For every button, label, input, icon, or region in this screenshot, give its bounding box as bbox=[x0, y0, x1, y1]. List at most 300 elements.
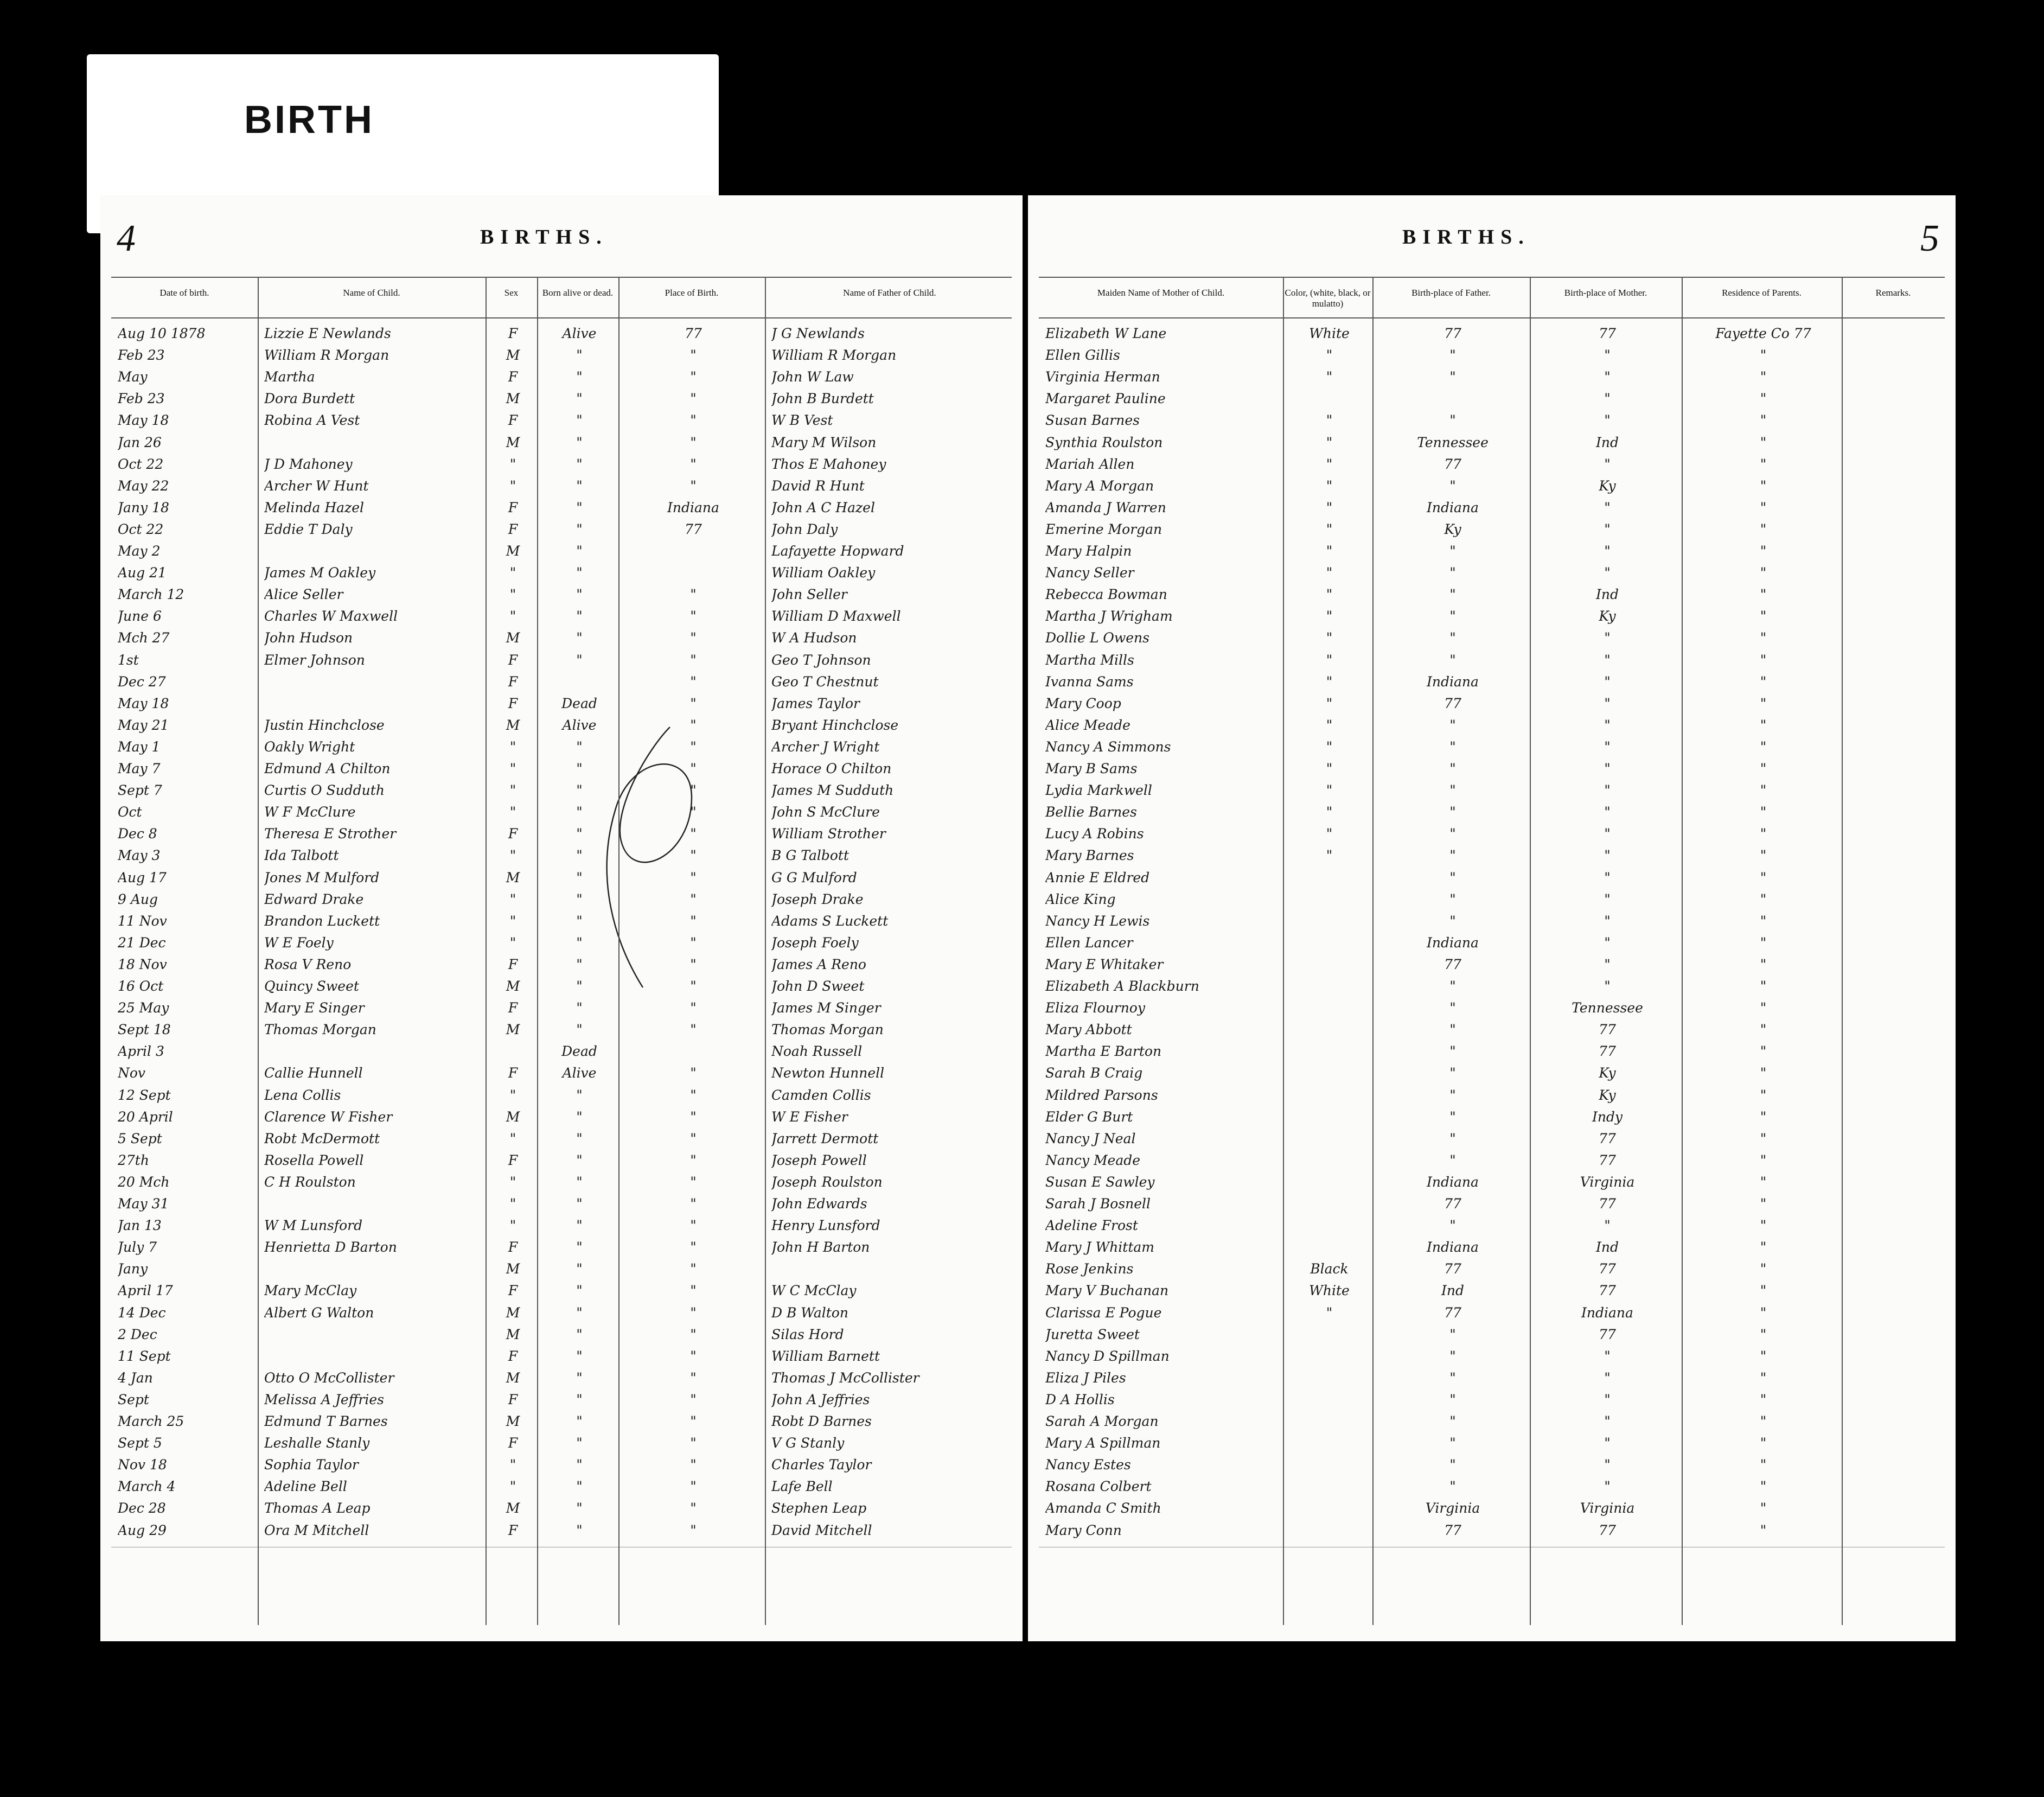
cell-mother-birthplace: 77 bbox=[1599, 1261, 1616, 1277]
cell-born-alive: " bbox=[576, 978, 583, 994]
cell-child-name: William R Morgan bbox=[264, 347, 389, 364]
cell-father-birthplace: " bbox=[1449, 1022, 1456, 1038]
cell-place-of-birth: " bbox=[690, 1413, 697, 1429]
cell-father-birthplace: " bbox=[1449, 1218, 1456, 1234]
cell-residence: " bbox=[1760, 565, 1767, 581]
cell-remarks bbox=[1848, 1302, 1941, 1324]
cell-color bbox=[1289, 1454, 1369, 1476]
ledger-row bbox=[100, 454, 1023, 475]
ledger-row bbox=[100, 1085, 1023, 1106]
cell-date-of-birth: Sept 18 bbox=[118, 1022, 171, 1038]
ledger-row bbox=[100, 432, 1023, 454]
cell-place-of-birth: " bbox=[690, 1261, 697, 1277]
cell-residence: " bbox=[1760, 1174, 1767, 1190]
cell-place-of-birth: " bbox=[690, 717, 697, 733]
cell-father-name: David R Hunt bbox=[771, 477, 865, 494]
cell-residence: " bbox=[1760, 1283, 1767, 1299]
cell-date-of-birth: Dec 28 bbox=[118, 1500, 166, 1516]
ledger-row bbox=[1028, 954, 1956, 976]
cell-date-of-birth: May 22 bbox=[118, 477, 169, 494]
cell-remarks bbox=[1848, 954, 1941, 976]
cell-mother-birthplace: " bbox=[1604, 1435, 1611, 1451]
cell-child-name: Henrietta D Barton bbox=[264, 1239, 397, 1256]
cell-born-alive: " bbox=[576, 1152, 583, 1168]
ledger-row bbox=[1028, 1454, 1956, 1476]
cell-mother-maiden-name: Adeline Frost bbox=[1045, 1218, 1138, 1234]
cell-color: " bbox=[1326, 587, 1333, 603]
ledger-row bbox=[1028, 1389, 1956, 1411]
cell-child-name: Edmund A Chilton bbox=[264, 761, 391, 776]
cell-child-name: Quincy Sweet bbox=[264, 978, 359, 994]
cell-child-name: Mary E Singer bbox=[264, 1000, 365, 1016]
ledger-row bbox=[1028, 410, 1956, 431]
cell-born-alive: " bbox=[576, 652, 583, 668]
cell-born-alive: " bbox=[576, 608, 583, 625]
ledger-row bbox=[100, 889, 1023, 910]
cell-father-birthplace: " bbox=[1449, 1043, 1456, 1060]
cell-date-of-birth: 4 Jan bbox=[118, 1369, 153, 1386]
cell-color bbox=[1289, 1215, 1369, 1237]
cell-residence: " bbox=[1760, 1413, 1767, 1429]
cell-place-of-birth: " bbox=[690, 1326, 697, 1342]
cell-mother-maiden-name: Dollie L Owens bbox=[1045, 630, 1149, 646]
cell-born-alive: " bbox=[576, 1326, 583, 1342]
cell-mother-maiden-name: Virginia Herman bbox=[1045, 369, 1160, 385]
cell-residence: " bbox=[1760, 434, 1767, 450]
cell-place-of-birth: " bbox=[690, 369, 697, 385]
cell-child-name: Eddie T Daly bbox=[264, 521, 353, 537]
cell-remarks bbox=[1848, 1085, 1941, 1106]
cell-remarks bbox=[1848, 1454, 1941, 1476]
cell-remarks bbox=[1848, 1411, 1941, 1432]
cell-father-name: Henry Lunsford bbox=[771, 1218, 880, 1234]
cell-father-name: Joseph Powell bbox=[771, 1152, 867, 1168]
cell-sex: F bbox=[508, 652, 518, 668]
cell-father-name: John Edwards bbox=[771, 1196, 867, 1212]
ledger-row bbox=[1028, 715, 1956, 736]
cell-child-name: Albert G Walton bbox=[264, 1304, 374, 1321]
cell-residence: " bbox=[1760, 761, 1767, 776]
cell-residence: " bbox=[1760, 956, 1767, 972]
cell-father-name: Geo T Chestnut bbox=[771, 673, 879, 690]
cell-remarks bbox=[1848, 649, 1941, 671]
cell-place-of-birth: " bbox=[690, 738, 697, 755]
cell-father-name: Bryant Hinchclose bbox=[771, 717, 899, 733]
cell-date-of-birth: May 1 bbox=[118, 738, 161, 755]
cell-remarks bbox=[1848, 454, 1941, 475]
cell-child-name: Mary McClay bbox=[264, 1283, 357, 1299]
ledger-row bbox=[100, 671, 1023, 693]
cell-child-name: Theresa E Strother bbox=[264, 826, 397, 842]
cell-residence: " bbox=[1760, 913, 1767, 929]
cell-date-of-birth: May 21 bbox=[118, 717, 169, 733]
ledger-row bbox=[1028, 606, 1956, 627]
cell-place-of-birth: " bbox=[690, 1435, 697, 1451]
cell-sex: F bbox=[508, 1065, 518, 1081]
cell-born-alive: Dead bbox=[561, 695, 597, 711]
cell-father-birthplace: " bbox=[1449, 1479, 1456, 1495]
cell-date-of-birth: May bbox=[118, 369, 148, 385]
cell-mother-birthplace: 77 bbox=[1599, 326, 1616, 341]
cell-father-birthplace: 77 bbox=[1444, 326, 1461, 341]
ledger-row bbox=[100, 1476, 1023, 1498]
cell-born-alive: " bbox=[576, 543, 583, 559]
cell-sex: F bbox=[508, 1283, 518, 1299]
cell-color: " bbox=[1326, 1304, 1333, 1321]
cell-remarks bbox=[1848, 867, 1941, 889]
cell-color bbox=[1289, 1171, 1369, 1193]
cell-place-of-birth: " bbox=[690, 1087, 697, 1103]
cell-child-name: Lena Collis bbox=[264, 1087, 341, 1103]
ledger-row bbox=[100, 1367, 1023, 1389]
cell-mother-birthplace: " bbox=[1604, 826, 1611, 842]
cell-father-birthplace: " bbox=[1449, 543, 1456, 559]
cell-sex: M bbox=[506, 1304, 520, 1321]
cell-color bbox=[1289, 1237, 1369, 1258]
header-rule bbox=[111, 317, 1012, 318]
cell-father-name: Horace O Chilton bbox=[771, 761, 892, 776]
cell-child-name: W F McClure bbox=[264, 804, 356, 820]
column-header: Residence of Parents. bbox=[1722, 288, 1802, 298]
cell-father-name: Joseph Drake bbox=[771, 891, 864, 907]
cell-date-of-birth: Oct bbox=[118, 804, 142, 820]
ledger-row bbox=[100, 475, 1023, 497]
cell-color bbox=[1289, 867, 1369, 889]
cell-father-name: Joseph Roulston bbox=[771, 1174, 883, 1190]
cell-mother-birthplace: " bbox=[1604, 673, 1611, 690]
cell-mother-maiden-name: Juretta Sweet bbox=[1045, 1326, 1140, 1342]
cell-date-of-birth: June 6 bbox=[118, 608, 162, 625]
cell-father-birthplace: " bbox=[1449, 1108, 1456, 1125]
cell-mother-birthplace: 77 bbox=[1599, 1130, 1616, 1146]
cell-remarks bbox=[1848, 910, 1941, 932]
cell-mother-maiden-name: Mary Conn bbox=[1045, 1522, 1122, 1538]
cell-child-name: Archer W Hunt bbox=[264, 477, 369, 494]
cell-mother-birthplace: " bbox=[1604, 782, 1611, 799]
cell-mother-maiden-name: Mary J Whittam bbox=[1045, 1239, 1154, 1256]
cell-sex: F bbox=[508, 369, 518, 385]
cell-remarks bbox=[1848, 519, 1941, 540]
cell-born-alive: " bbox=[576, 1522, 583, 1538]
cell-mother-maiden-name: Susan E Sawley bbox=[1045, 1174, 1155, 1190]
ledger-row bbox=[1028, 1302, 1956, 1324]
cell-mother-birthplace: " bbox=[1604, 1479, 1611, 1495]
cell-date-of-birth: 25 May bbox=[118, 1000, 169, 1016]
cell-mother-maiden-name: Sarah J Bosnell bbox=[1045, 1196, 1151, 1212]
cell-mother-birthplace: Ky bbox=[1599, 608, 1616, 625]
cell-father-birthplace: Ind bbox=[1441, 1283, 1464, 1299]
cell-sex: M bbox=[506, 717, 520, 733]
cell-sex: " bbox=[509, 477, 516, 494]
cell-date-of-birth: Jany bbox=[118, 1261, 148, 1277]
cell-place-of-birth: " bbox=[690, 1022, 697, 1038]
cell-place-of-birth: " bbox=[690, 826, 697, 842]
ledger-row bbox=[1028, 454, 1956, 475]
cell-sex: " bbox=[509, 913, 516, 929]
cell-father-birthplace: " bbox=[1449, 1152, 1456, 1168]
cell-sex: M bbox=[506, 543, 520, 559]
cell-date-of-birth: 2 Dec bbox=[118, 1326, 157, 1342]
cell-born-alive: " bbox=[576, 738, 583, 755]
cell-color: " bbox=[1326, 738, 1333, 755]
cell-remarks bbox=[1848, 715, 1941, 736]
cell-father-name: John W Law bbox=[771, 369, 854, 385]
cell-mother-birthplace: " bbox=[1604, 652, 1611, 668]
cell-place-of-birth: " bbox=[690, 956, 697, 972]
cell-sex: F bbox=[508, 326, 518, 341]
cell-child-name: Ida Talbott bbox=[264, 847, 339, 864]
cell-color bbox=[1289, 1432, 1369, 1454]
cell-residence: " bbox=[1760, 1479, 1767, 1495]
ledger-row bbox=[100, 1041, 1023, 1062]
cell-remarks bbox=[1848, 889, 1941, 910]
cell-born-alive: " bbox=[576, 1000, 583, 1016]
cell-place-of-birth: " bbox=[690, 934, 697, 951]
cell-date-of-birth: Aug 10 1878 bbox=[118, 326, 206, 341]
cell-date-of-birth: Sept 7 bbox=[118, 782, 162, 799]
ledger-row bbox=[1028, 366, 1956, 388]
cell-father-birthplace: 77 bbox=[1444, 1196, 1461, 1212]
cell-mother-birthplace: " bbox=[1604, 761, 1611, 776]
cell-place-of-birth: " bbox=[690, 434, 697, 450]
page-number-left: 4 bbox=[117, 218, 136, 259]
cell-born-alive: " bbox=[576, 1413, 583, 1429]
column-header: Place of Birth. bbox=[665, 288, 719, 298]
cell-born-alive: " bbox=[576, 499, 583, 515]
cell-born-alive: " bbox=[576, 1174, 583, 1190]
cell-mother-maiden-name: Martha E Barton bbox=[1045, 1043, 1162, 1060]
cell-born-alive: " bbox=[576, 587, 583, 603]
cell-child-name: Callie Hunnell bbox=[264, 1065, 363, 1081]
cell-remarks bbox=[1848, 1367, 1941, 1389]
cell-color bbox=[1289, 1367, 1369, 1389]
cell-sex bbox=[492, 1041, 534, 1062]
cell-residence: " bbox=[1760, 347, 1767, 364]
cell-mother-maiden-name: Mary Abbott bbox=[1045, 1022, 1132, 1038]
cell-residence: " bbox=[1760, 1022, 1767, 1038]
ledger-row bbox=[1028, 845, 1956, 866]
ledger-row bbox=[1028, 345, 1956, 366]
cell-color bbox=[1289, 1411, 1369, 1432]
cell-father-birthplace: " bbox=[1449, 891, 1456, 907]
cell-father-birthplace: " bbox=[1449, 608, 1456, 625]
cell-father-name: J G Newlands bbox=[771, 326, 865, 341]
column-header: Date of birth. bbox=[159, 288, 209, 298]
cell-color bbox=[1289, 1085, 1369, 1106]
cell-mother-birthplace: " bbox=[1604, 717, 1611, 733]
cell-remarks bbox=[1848, 1520, 1941, 1541]
cell-mother-maiden-name: Ivanna Sams bbox=[1045, 673, 1134, 690]
column-header: Remarks. bbox=[1875, 288, 1911, 298]
cell-father-name: Archer J Wright bbox=[771, 738, 880, 755]
cell-color: White bbox=[1309, 326, 1350, 341]
cell-child-name: Thomas A Leap bbox=[264, 1500, 371, 1516]
cell-father-birthplace: " bbox=[1449, 652, 1456, 668]
cell-residence: " bbox=[1760, 717, 1767, 733]
cell-remarks bbox=[1848, 1346, 1941, 1367]
cell-residence: Fayette Co 77 bbox=[1715, 326, 1811, 341]
ledger-row bbox=[100, 323, 1023, 345]
ledger-row bbox=[100, 736, 1023, 758]
cell-place-of-birth: " bbox=[690, 1391, 697, 1407]
cell-mother-birthplace: Ind bbox=[1596, 434, 1619, 450]
cell-father-birthplace: 77 bbox=[1444, 695, 1461, 711]
cell-born-alive: " bbox=[576, 1218, 583, 1234]
cell-born-alive: " bbox=[576, 456, 583, 472]
cell-remarks bbox=[1848, 1019, 1941, 1041]
cell-color bbox=[1289, 1193, 1369, 1215]
cell-father-name: John D Sweet bbox=[771, 978, 865, 994]
cell-born-alive: " bbox=[576, 630, 583, 646]
cell-color: " bbox=[1326, 369, 1333, 385]
cell-color: " bbox=[1326, 456, 1333, 472]
ledger-row bbox=[1028, 1498, 1956, 1519]
cell-date-of-birth: Jan 26 bbox=[118, 434, 162, 450]
cell-mother-birthplace: " bbox=[1604, 804, 1611, 820]
cell-mother-birthplace: " bbox=[1604, 456, 1611, 472]
cell-place-of-birth: " bbox=[690, 1108, 697, 1125]
tab-title: BIRTH bbox=[244, 98, 374, 142]
cell-date-of-birth: Nov 18 bbox=[118, 1457, 167, 1473]
cell-color: " bbox=[1326, 652, 1333, 668]
cell-father-name: G G Mulford bbox=[771, 869, 857, 885]
cell-date-of-birth: March 25 bbox=[118, 1413, 184, 1429]
cell-date-of-birth: 20 Mch bbox=[118, 1174, 170, 1190]
cell-residence: " bbox=[1760, 1196, 1767, 1212]
cell-born-alive: " bbox=[576, 1087, 583, 1103]
cell-remarks bbox=[1848, 1041, 1941, 1062]
column-header: Maiden Name of Mother of Child. bbox=[1097, 288, 1225, 298]
cell-remarks bbox=[1848, 627, 1941, 649]
cell-sex: " bbox=[509, 1196, 516, 1212]
cell-remarks bbox=[1848, 693, 1941, 715]
cell-place-of-birth bbox=[625, 562, 762, 584]
cell-mother-maiden-name: Amanda C Smith bbox=[1045, 1500, 1161, 1516]
cell-father-name: William D Maxwell bbox=[771, 608, 901, 625]
ledger-row bbox=[1028, 736, 1956, 758]
cell-child-name bbox=[264, 1041, 482, 1062]
cell-mother-birthplace: " bbox=[1604, 1391, 1611, 1407]
cell-father-name: Mary M Wilson bbox=[771, 434, 877, 450]
cell-mother-birthplace: " bbox=[1604, 847, 1611, 864]
cell-place-of-birth: " bbox=[690, 1522, 697, 1538]
cell-father-birthplace: 77 bbox=[1444, 1522, 1461, 1538]
cell-mother-birthplace: " bbox=[1604, 934, 1611, 951]
cell-born-alive: " bbox=[576, 369, 583, 385]
cell-mother-birthplace: Ind bbox=[1596, 1239, 1619, 1256]
cell-father-birthplace: " bbox=[1449, 1391, 1456, 1407]
cell-sex: M bbox=[506, 1369, 520, 1386]
cell-father-name: James M Singer bbox=[771, 1000, 881, 1016]
cell-residence: " bbox=[1760, 1457, 1767, 1473]
cell-child-name: Robina A Vest bbox=[264, 412, 360, 429]
cell-place-of-birth: " bbox=[690, 673, 697, 690]
column-header: Sex bbox=[504, 288, 519, 298]
cell-color: Black bbox=[1310, 1261, 1349, 1277]
cell-remarks bbox=[1848, 388, 1941, 410]
cell-father-name: W B Vest bbox=[771, 412, 833, 429]
cell-child-name: Oakly Wright bbox=[264, 738, 355, 755]
cell-father-birthplace: Indiana bbox=[1427, 499, 1479, 515]
cell-date-of-birth: May 31 bbox=[118, 1196, 169, 1212]
cell-father-birthplace: " bbox=[1449, 1413, 1456, 1429]
ledger-row bbox=[100, 801, 1023, 823]
cell-remarks bbox=[1848, 562, 1941, 584]
cell-place-of-birth: " bbox=[690, 804, 697, 820]
cell-mother-maiden-name: Nancy Estes bbox=[1045, 1457, 1131, 1473]
ledger-row bbox=[1028, 823, 1956, 845]
cell-father-name: John S McClure bbox=[771, 804, 880, 820]
column-header: Birth-place of Father. bbox=[1411, 288, 1491, 298]
cell-color bbox=[1289, 976, 1369, 997]
ledger-row bbox=[1028, 1150, 1956, 1171]
cell-residence: " bbox=[1760, 391, 1767, 407]
cell-residence: " bbox=[1760, 1348, 1767, 1364]
cell-father-birthplace: Indiana bbox=[1427, 934, 1479, 951]
cell-mother-maiden-name: Martha Mills bbox=[1045, 652, 1134, 668]
cell-mother-maiden-name: Martha J Wrigham bbox=[1045, 608, 1173, 625]
cell-color bbox=[1289, 1150, 1369, 1171]
cell-residence: " bbox=[1760, 1522, 1767, 1538]
ledger-row bbox=[1028, 540, 1956, 562]
cell-born-alive: " bbox=[576, 412, 583, 429]
cell-color bbox=[1289, 1019, 1369, 1041]
cell-sex: " bbox=[509, 782, 516, 799]
cell-place-of-birth: " bbox=[690, 477, 697, 494]
right-page bbox=[1028, 195, 1956, 1641]
cell-date-of-birth: May 2 bbox=[118, 543, 161, 559]
cell-date-of-birth: May 3 bbox=[118, 847, 161, 864]
cell-child-name: Melissa A Jeffries bbox=[264, 1391, 384, 1407]
cell-father-name: John Daly bbox=[771, 521, 838, 537]
cell-remarks bbox=[1848, 1432, 1941, 1454]
cell-mother-birthplace: 77 bbox=[1599, 1326, 1616, 1342]
cell-father-birthplace: " bbox=[1449, 412, 1456, 429]
cell-child-name: Alice Seller bbox=[264, 587, 343, 603]
cell-color: " bbox=[1326, 608, 1333, 625]
cell-sex: F bbox=[508, 412, 518, 429]
ledger-row bbox=[100, 1520, 1023, 1541]
cell-born-alive: " bbox=[576, 1239, 583, 1256]
cell-child-name: Elmer Johnson bbox=[264, 652, 365, 668]
cell-father-name: Geo T Johnson bbox=[771, 652, 871, 668]
cell-mother-birthplace: Indy bbox=[1592, 1108, 1623, 1125]
cell-remarks bbox=[1848, 540, 1941, 562]
page-heading-right: BIRTHS. bbox=[1402, 226, 1530, 248]
cell-sex: " bbox=[509, 456, 516, 472]
cell-mother-maiden-name: Bellie Barnes bbox=[1045, 804, 1137, 820]
ledger-row bbox=[1028, 519, 1956, 540]
cell-residence: " bbox=[1760, 456, 1767, 472]
cell-color: " bbox=[1326, 477, 1333, 494]
ledger-row bbox=[1028, 889, 1956, 910]
cell-color: " bbox=[1326, 347, 1333, 364]
cell-child-name bbox=[264, 1346, 482, 1367]
ledger-row bbox=[100, 954, 1023, 976]
cell-child-name: Thomas Morgan bbox=[264, 1022, 376, 1038]
cell-residence: " bbox=[1760, 477, 1767, 494]
cell-mother-maiden-name: Nancy A Simmons bbox=[1045, 738, 1171, 755]
cell-born-alive: " bbox=[576, 1261, 583, 1277]
cell-father-birthplace: Indiana bbox=[1427, 1239, 1479, 1256]
cell-residence: " bbox=[1760, 499, 1767, 515]
ledger-row bbox=[100, 1171, 1023, 1193]
cell-place-of-birth: " bbox=[690, 1174, 697, 1190]
cell-color bbox=[1289, 1106, 1369, 1128]
cell-father-birthplace: " bbox=[1449, 738, 1456, 755]
cell-color: " bbox=[1326, 804, 1333, 820]
cell-born-alive: " bbox=[576, 1435, 583, 1451]
